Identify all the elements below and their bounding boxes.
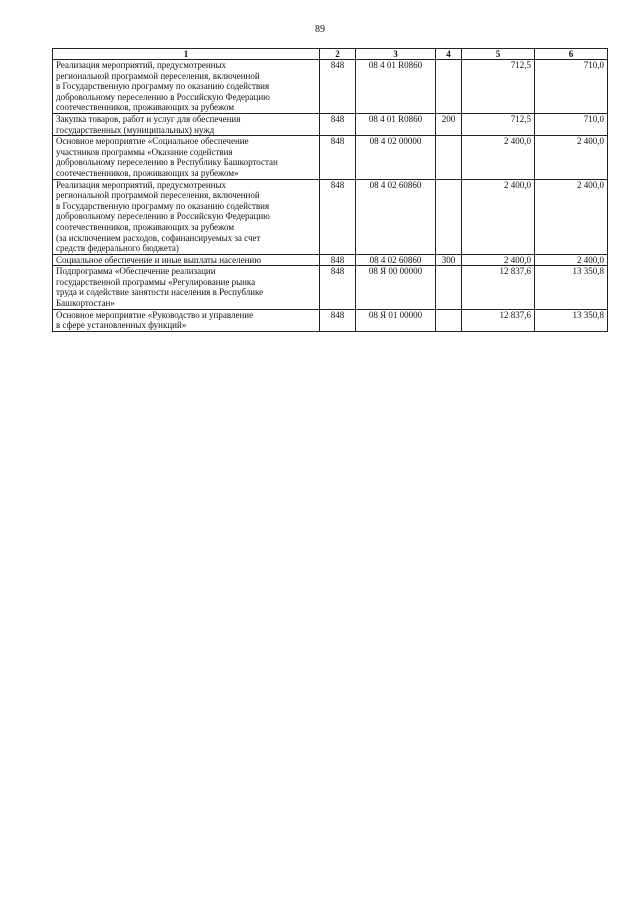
expense-type-cell: 300 — [436, 254, 462, 266]
row-name-line: добровольному переселению в Российскую Федерацию — [56, 211, 270, 222]
code-cell: 08 4 02 00000 — [356, 136, 436, 179]
expense-type-cell — [436, 179, 462, 254]
amount-2-cell: 2 400,0 — [535, 136, 608, 179]
row-name-line: в Государственную программу по оказанию содействия — [56, 81, 270, 92]
row-name-line: региональной программой переселения, включенной — [56, 190, 260, 201]
page-number: 89 — [315, 24, 325, 35]
row-name-cell — [53, 179, 320, 254]
code-cell: 08 4 01 R0860 — [356, 60, 436, 114]
row-name-line: Основное мероприятие «Социальное обеспечение — [56, 136, 249, 147]
header-col-name: 1 — [53, 49, 320, 60]
amount-1-cell: 2 400,0 — [462, 136, 535, 179]
row-name-line: (за исключением расходов, софинансируемых за счет — [56, 232, 261, 243]
row-name-line: в Государственную программу по оказанию содействия — [56, 200, 270, 211]
table-row — [53, 136, 608, 179]
table-row — [53, 266, 608, 309]
row-name-line: Реализация мероприятий, предусмотренных — [56, 60, 227, 70]
row-name-cell — [53, 113, 320, 135]
row-name-line: Башкортостан» — [56, 298, 115, 309]
row-name-line: государственной программы «Регулирование рынка — [56, 276, 256, 287]
amount-2-cell: 2 400,0 — [535, 254, 608, 266]
header-col-expense-type: 4 — [436, 49, 462, 60]
row-name-line: соотечественников, проживающих за рубежом — [56, 221, 235, 232]
code-cell: 08 4 02 60860 — [356, 254, 436, 266]
row-name-cell — [53, 254, 320, 266]
ministry-cell: 848 — [320, 179, 356, 254]
table-row — [53, 179, 608, 254]
header-col-amount-1: 5 — [462, 49, 535, 60]
row-name-line: региональной программой переселения, включенной — [56, 70, 260, 81]
row-name-line: Основное мероприятие «Руководство и управление — [56, 309, 254, 320]
row-name-line: соотечественников, проживающих за рубежом» — [56, 167, 239, 178]
amount-2-cell: 13 350,8 — [535, 309, 608, 331]
code-cell: 08 Я 01 00000 — [356, 309, 436, 331]
table-body — [53, 60, 608, 332]
row-name-line: добровольному переселению в Российскую Федерацию — [56, 91, 270, 102]
budget-table — [52, 48, 608, 332]
amount-2-cell: 13 350,8 — [535, 266, 608, 309]
row-name-line: Подпрограмма «Обеспечение реализации — [56, 266, 216, 277]
amount-1-cell: 2 400,0 — [462, 254, 535, 266]
row-name-line: Реализация мероприятий, предусмотренных — [56, 179, 227, 190]
ministry-cell: 848 — [320, 113, 356, 135]
amount-1-cell: 712,5 — [462, 60, 535, 114]
amount-2-cell: 710,0 — [535, 60, 608, 114]
ministry-cell: 848 — [320, 136, 356, 179]
ministry-cell: 848 — [320, 254, 356, 266]
expense-type-cell: 200 — [436, 113, 462, 135]
row-name-line: соотечественников, проживающих за рубежом — [56, 102, 235, 113]
expense-type-cell — [436, 60, 462, 114]
table-row — [53, 60, 608, 114]
table-row — [53, 113, 608, 135]
row-name-line: государственных (муниципальных) нужд — [56, 124, 215, 135]
amount-2-cell: 2 400,0 — [535, 179, 608, 254]
amount-2-cell: 710,0 — [535, 113, 608, 135]
row-name-cell — [53, 60, 320, 114]
ministry-cell: 848 — [320, 266, 356, 309]
expense-type-cell — [436, 266, 462, 309]
expense-type-cell — [436, 309, 462, 331]
row-name-cell — [53, 266, 320, 309]
row-name-line: Закупка товаров, работ и услуг для обеспечения — [56, 113, 241, 124]
header-col-code: 3 — [356, 49, 436, 60]
row-name-line: участников программы «Оказание содействия — [56, 146, 233, 157]
row-name-cell — [53, 136, 320, 179]
row-name-cell — [53, 309, 320, 331]
table-row — [53, 254, 608, 266]
amount-1-cell: 712,5 — [462, 113, 535, 135]
code-cell: 08 4 02 60860 — [356, 179, 436, 254]
table-header-row — [53, 49, 608, 60]
row-name-line: в сфере установленных функций» — [56, 320, 187, 331]
row-name-line: добровольному переселению в Республику Башкортостан — [56, 157, 278, 168]
amount-1-cell: 2 400,0 — [462, 179, 535, 254]
row-name-line: средств федерального бюджета) — [56, 243, 179, 254]
expense-type-cell — [436, 136, 462, 179]
header-col-amount-2: 6 — [535, 49, 608, 60]
row-name-line: Социальное обеспечение и иные выплаты населению — [56, 254, 261, 265]
amount-1-cell: 12 837,6 — [462, 266, 535, 309]
header-col-ministry: 2 — [320, 49, 356, 60]
code-cell: 08 Я 00 00000 — [356, 266, 436, 309]
code-cell: 08 4 01 R0860 — [356, 113, 436, 135]
amount-1-cell: 12 837,6 — [462, 309, 535, 331]
row-name-line: труда и содействие занятости населения в Республике — [56, 287, 264, 298]
ministry-cell: 848 — [320, 309, 356, 331]
table-row — [53, 309, 608, 331]
ministry-cell: 848 — [320, 60, 356, 114]
